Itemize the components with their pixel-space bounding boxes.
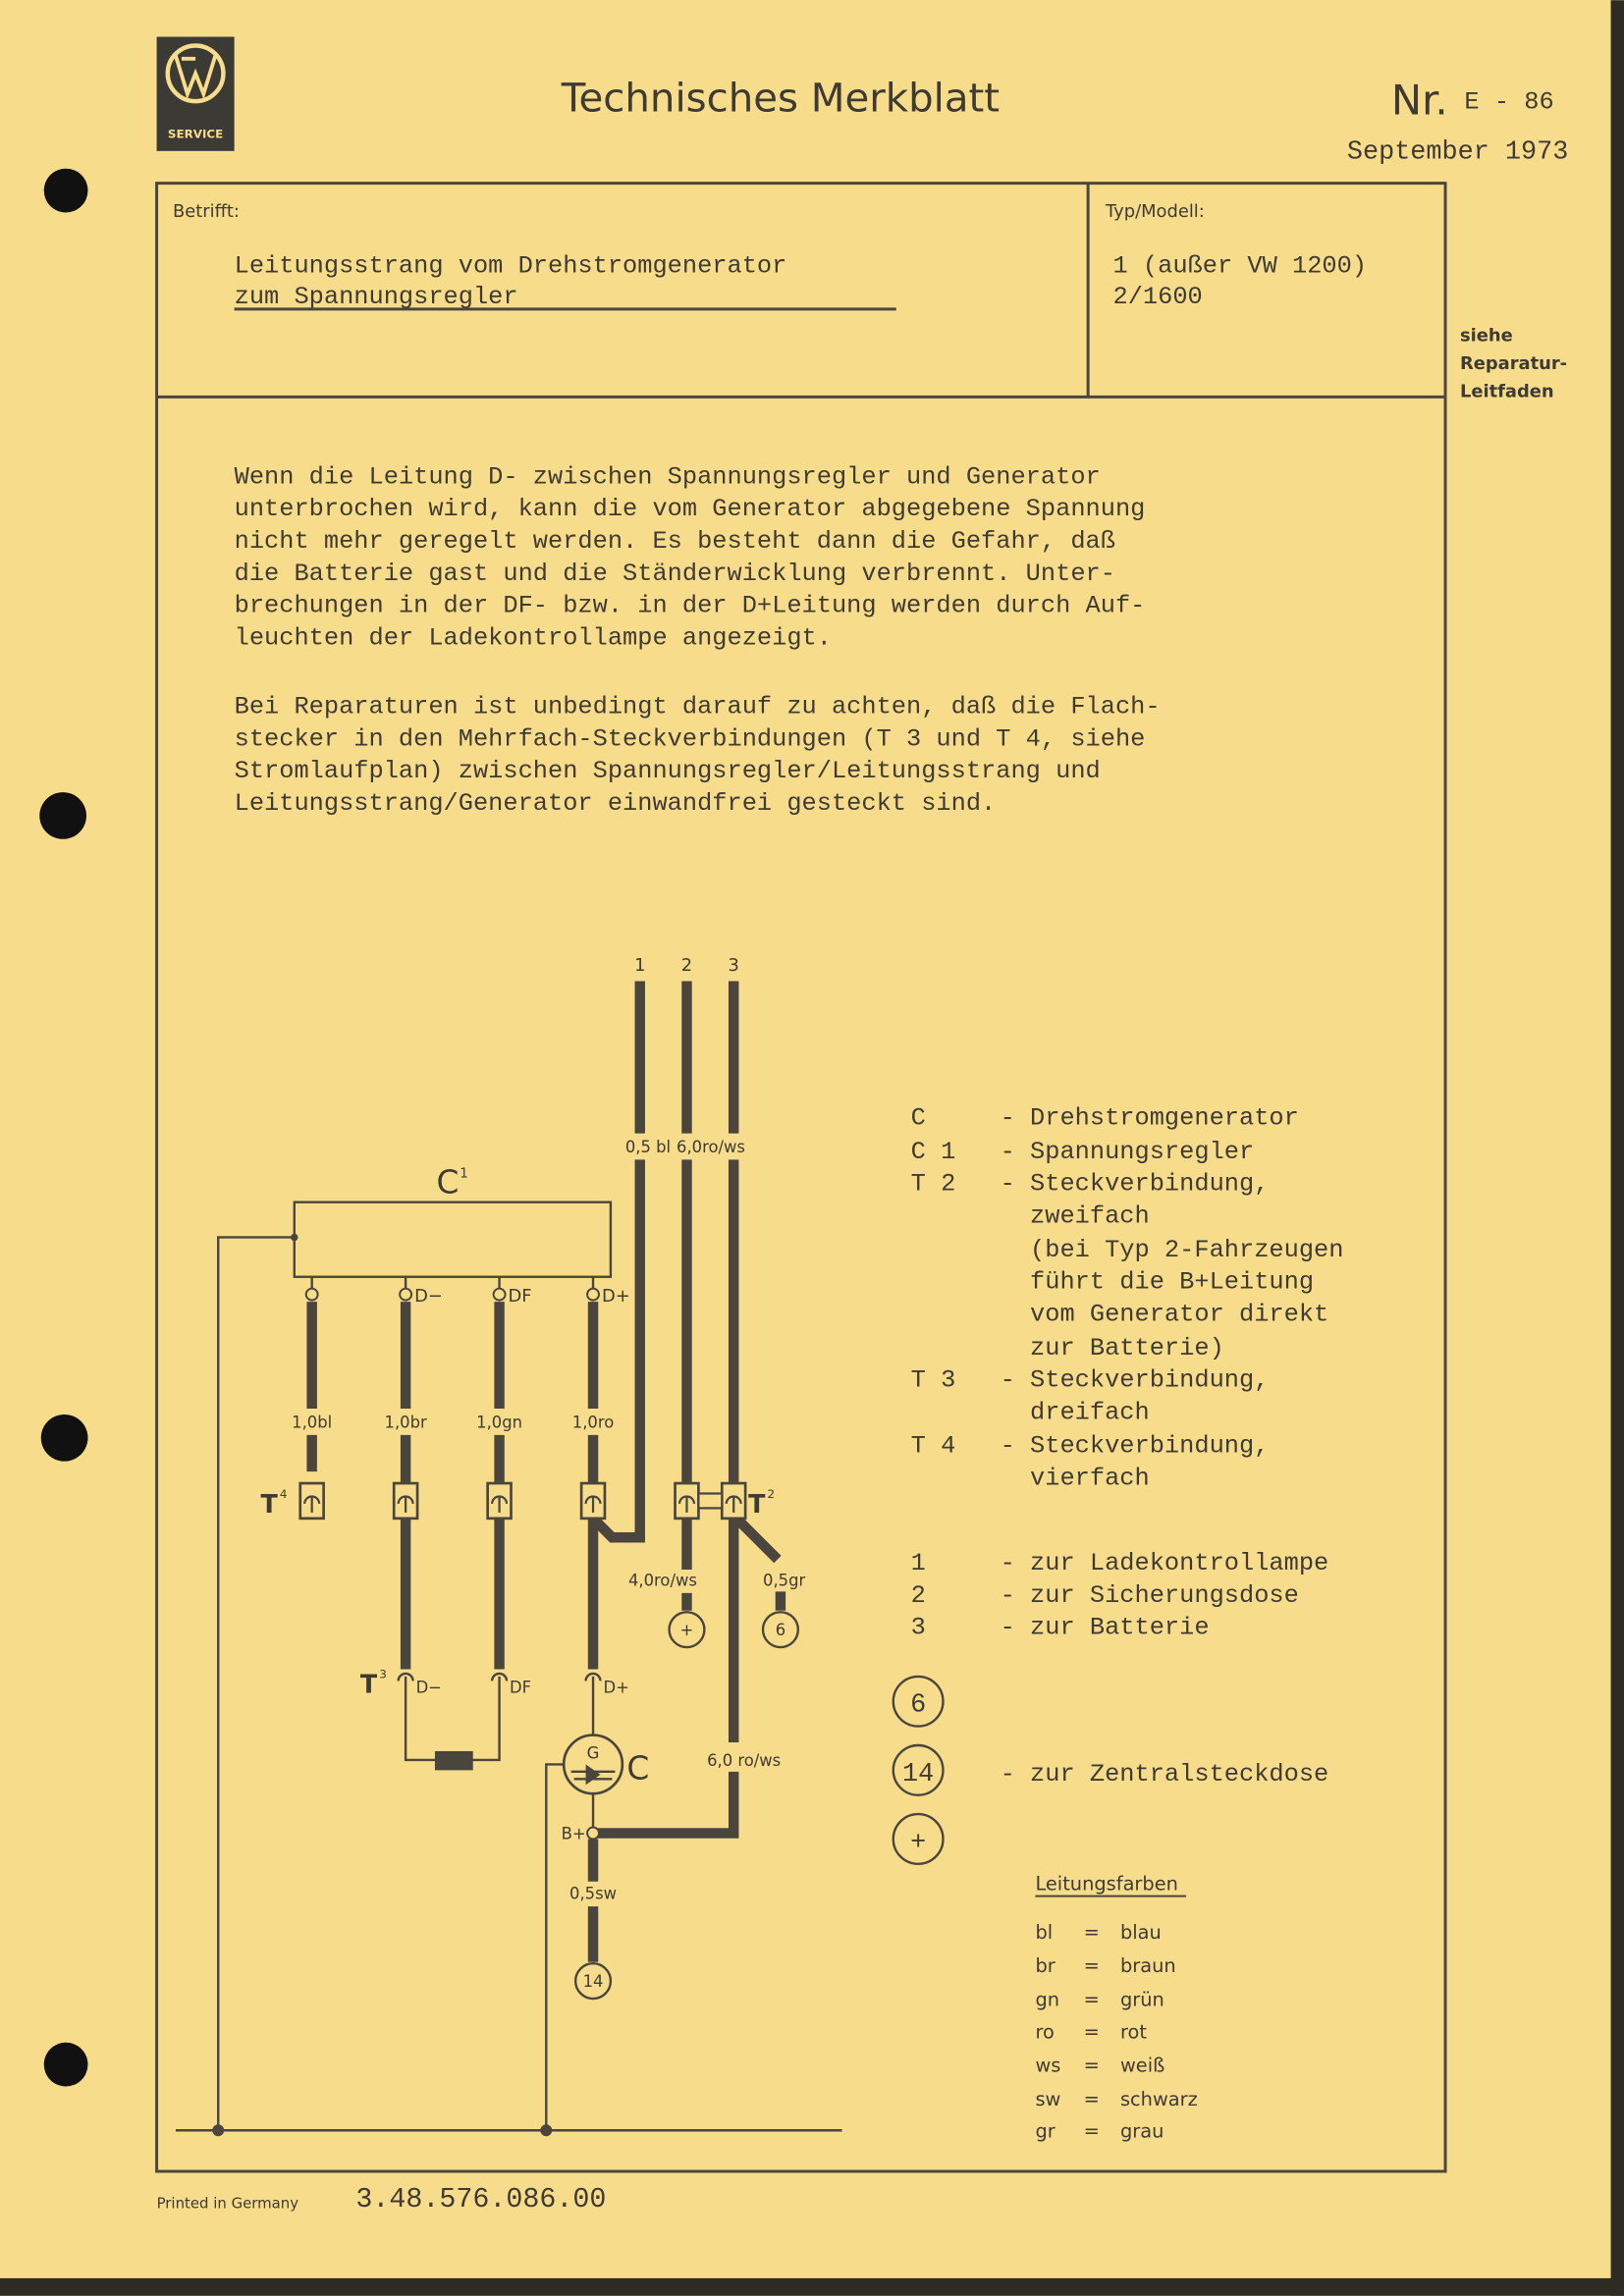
nr-label: Nr. xyxy=(1390,76,1448,125)
wire-label-battery: 6,0 ro/ws xyxy=(707,1750,782,1770)
svg-text:Bei Reparaturen ist unbedingt: Bei Reparaturen ist unbedingt darauf zu achten, daß die Flach- xyxy=(234,692,1161,721)
svg-text:2: 2 xyxy=(767,1486,776,1501)
thin-harness-lines xyxy=(406,1677,593,1828)
svg-text:stecker in den Mehrfach-Steckv: stecker in den Mehrfach-Steckverbindungen (T 3 und T 4, siehe xyxy=(234,724,1146,754)
wire-label-0-5sw: 0,5sw xyxy=(569,1884,618,1903)
svg-text:1: 1 xyxy=(460,1166,468,1182)
regulator-label: C xyxy=(436,1163,460,1201)
svg-text:Leitfaden: Leitfaden xyxy=(1459,381,1554,402)
wiring-diagram xyxy=(176,955,842,2136)
svg-text:+: + xyxy=(679,1621,694,1640)
svg-text:schwarz: schwarz xyxy=(1119,2087,1198,2110)
svg-text:zur Batterie): zur Batterie) xyxy=(1000,1333,1224,1362)
svg-text:1,0br: 1,0br xyxy=(384,1413,427,1432)
subject-line-2: zum Spannungsregler xyxy=(234,282,518,311)
circle-legend xyxy=(893,1677,1328,1864)
svg-text:1,0gn: 1,0gn xyxy=(476,1413,523,1432)
wire-colors-legend xyxy=(1035,1873,1197,2143)
svg-text:Reparatur-: Reparatur- xyxy=(1459,353,1568,375)
svg-text:C: C xyxy=(626,1749,650,1788)
svg-text:weiß: weiß xyxy=(1119,2054,1165,2077)
svg-text:D+: D+ xyxy=(603,1678,629,1697)
svg-text:- Steckverbindung,: - Steckverbindung, xyxy=(1000,1431,1270,1461)
subject-label: Betrifft: xyxy=(172,200,240,222)
svg-text:vom Generator direkt: vom Generator direkt xyxy=(1000,1300,1329,1329)
svg-text:3: 3 xyxy=(379,1667,387,1682)
svg-text:=: = xyxy=(1083,1954,1100,1978)
svg-text:blau: blau xyxy=(1119,1920,1162,1944)
resistor xyxy=(435,1751,473,1770)
svg-text:D−: D− xyxy=(414,1286,443,1308)
svg-text:zweifach: zweifach xyxy=(1000,1201,1150,1231)
wire-0-5gr xyxy=(736,1519,781,1611)
svg-text:4: 4 xyxy=(279,1486,288,1501)
date: September 1973 xyxy=(1346,137,1569,168)
svg-text:- Steckverbindung,: - Steckverbindung, xyxy=(1000,1169,1270,1199)
punch-holes xyxy=(39,169,87,2087)
svg-text:1,0ro: 1,0ro xyxy=(571,1413,615,1432)
connector-t2 xyxy=(676,1483,776,1519)
component-legend xyxy=(911,1104,1344,1493)
svg-text:C: C xyxy=(910,1103,926,1133)
printed-in-germany: Printed in Germany xyxy=(156,2194,299,2213)
svg-text:T: T xyxy=(359,1669,378,1699)
svg-text:+: + xyxy=(910,1828,927,1858)
svg-text:die Batterie gast und die Stän: die Batterie gast und die Ständerwicklung verbrennt. Unter- xyxy=(234,559,1115,588)
svg-text:Wenn die Leitung D- zwischen S: Wenn die Leitung D- zwischen Spannungsregler und Generator xyxy=(234,462,1101,492)
svg-text:=: = xyxy=(1083,1988,1100,2011)
svg-text:D−: D− xyxy=(415,1678,442,1697)
svg-text:- zur Sicherungsdose: - zur Sicherungsdose xyxy=(1000,1580,1299,1610)
generator-symbol xyxy=(564,1735,649,1794)
svg-text:6: 6 xyxy=(910,1690,927,1721)
svg-text:siehe: siehe xyxy=(1459,325,1513,347)
wire-label-4-0ro-ws: 4,0ro/ws xyxy=(627,1571,697,1590)
svg-text:Leitungsstrang/Generator einwa: Leitungsstrang/Generator einwandfrei gesteckt sind. xyxy=(234,788,997,818)
svg-text:ws: ws xyxy=(1035,2054,1061,2077)
svg-text:- Drehstromgenerator: - Drehstromgenerator xyxy=(1000,1103,1299,1133)
model-line-1: 1 (außer VW 1200) xyxy=(1112,251,1368,281)
subject-line-1: Leitungsstrang vom Drehstromgenerator xyxy=(234,251,787,281)
svg-text:=: = xyxy=(1083,2087,1100,2110)
svg-text:führt die B+Leitung: führt die B+Leitung xyxy=(1000,1267,1315,1297)
scan-edge-bottom xyxy=(0,2278,1624,2296)
svg-text:1,0bl: 1,0bl xyxy=(292,1413,333,1432)
svg-text:T 4: T 4 xyxy=(910,1431,956,1461)
svg-text:14: 14 xyxy=(582,1972,604,1992)
svg-text:gn: gn xyxy=(1035,1988,1060,2011)
wire-3 xyxy=(593,981,733,1833)
svg-text:bl: bl xyxy=(1035,1920,1054,1944)
svg-text:dreifach: dreifach xyxy=(1000,1398,1150,1427)
wire-label-0-5bl: 0,5 bl xyxy=(624,1137,672,1156)
svg-text:br: br xyxy=(1035,1954,1056,1978)
scan-edge xyxy=(1611,0,1624,2296)
svg-text:=: = xyxy=(1083,2119,1100,2143)
svg-text:C 1: C 1 xyxy=(910,1137,956,1166)
svg-text:DF: DF xyxy=(510,1678,532,1697)
svg-text:Leitungsfarben: Leitungsfarben xyxy=(1035,1872,1178,1896)
svg-text:T: T xyxy=(260,1488,278,1519)
svg-text:G: G xyxy=(586,1743,600,1763)
svg-text:DF: DF xyxy=(508,1286,532,1308)
bulletin-number: E - 86 xyxy=(1464,87,1554,117)
svg-text:unterbrochen wird, kann die vo: unterbrochen wird, kann die vom Generator abgegebene Spannung xyxy=(234,495,1146,524)
svg-text:gr: gr xyxy=(1035,2119,1056,2143)
page-title: Technisches Merkblatt xyxy=(561,76,1001,122)
part-number: 3.48.576.086.00 xyxy=(355,2182,607,2216)
model-line-2: 2/1600 xyxy=(1112,282,1203,311)
wire-label-6-0ro-ws: 6,0ro/ws xyxy=(677,1137,745,1156)
svg-text:3: 3 xyxy=(910,1613,926,1642)
svg-text:T: T xyxy=(748,1488,766,1519)
svg-text:- Spannungsregler: - Spannungsregler xyxy=(1000,1137,1255,1166)
regulator-terminals xyxy=(306,1277,630,1307)
svg-text:6: 6 xyxy=(775,1621,786,1640)
svg-text:- zur Ladekontrollampe: - zur Ladekontrollampe xyxy=(1000,1549,1329,1578)
svg-text:nicht mehr geregelt werden. Es: nicht mehr geregelt werden. Es besteht dann die Gefahr, daß xyxy=(234,527,1115,557)
connector-t3 xyxy=(360,1667,629,1698)
svg-text:brechungen in der DF- bzw. in: brechungen in der DF- bzw. in der D+Leitung werden durch Auf- xyxy=(234,591,1146,620)
svg-text:- Steckverbindung,: - Steckverbindung, xyxy=(1000,1365,1270,1395)
svg-text:grün: grün xyxy=(1119,1988,1164,2011)
body-paragraph-2 xyxy=(235,693,1161,818)
svg-text:(bei Typ 2-Fahrzeugen: (bei Typ 2-Fahrzeugen xyxy=(1000,1235,1344,1264)
svg-text:D+: D+ xyxy=(601,1286,630,1308)
wire-1 xyxy=(593,981,640,1537)
svg-text:braun: braun xyxy=(1119,1954,1176,1978)
connector-t4 xyxy=(260,1483,604,1519)
svg-text:- zur Zentralsteckdose: - zur Zentralsteckdose xyxy=(1000,1759,1329,1789)
body-paragraph-1 xyxy=(235,462,1146,652)
model-label: Typ/Modell: xyxy=(1106,200,1205,222)
svg-text:- zur Batterie: - zur Batterie xyxy=(1000,1613,1210,1642)
svg-text:T 3: T 3 xyxy=(910,1365,956,1395)
svg-text:sw: sw xyxy=(1035,2087,1061,2110)
svg-text:Stromlaufplan) zwischen Spannu: Stromlaufplan) zwischen Spannungsregler/Leitungsstrang und xyxy=(234,757,1101,786)
svg-text:=: = xyxy=(1083,2020,1100,2044)
svg-text:T 2: T 2 xyxy=(910,1169,956,1199)
svg-text:2: 2 xyxy=(910,1580,926,1610)
svg-text:grau: grau xyxy=(1119,2119,1164,2143)
wire-label-0-5gr: 0,5gr xyxy=(763,1571,806,1590)
svg-text:=: = xyxy=(1083,2054,1100,2077)
harness-wires xyxy=(312,1302,593,1669)
svg-text:ro: ro xyxy=(1035,2020,1055,2044)
wire-number-2: 2 xyxy=(680,955,693,977)
wire-number-1: 1 xyxy=(634,955,646,977)
svg-text:=: = xyxy=(1083,1920,1100,1944)
svg-text:rot: rot xyxy=(1119,2020,1147,2044)
voltage-regulator-box xyxy=(295,1202,611,1277)
b-plus-label: B+ xyxy=(561,1824,586,1843)
svg-text:SERVICE: SERVICE xyxy=(167,127,224,141)
svg-text:leuchten der Ladekontrollampe: leuchten der Ladekontrollampe angezeigt. xyxy=(234,623,832,653)
harness-wire-labels xyxy=(292,1413,614,1431)
number-legend xyxy=(911,1549,1329,1642)
side-note xyxy=(1460,326,1567,402)
svg-text:14: 14 xyxy=(902,1759,935,1789)
vw-service-logo xyxy=(157,37,235,151)
svg-text:1: 1 xyxy=(910,1549,926,1578)
svg-text:vierfach: vierfach xyxy=(1000,1464,1150,1493)
wire-number-3: 3 xyxy=(728,955,739,977)
